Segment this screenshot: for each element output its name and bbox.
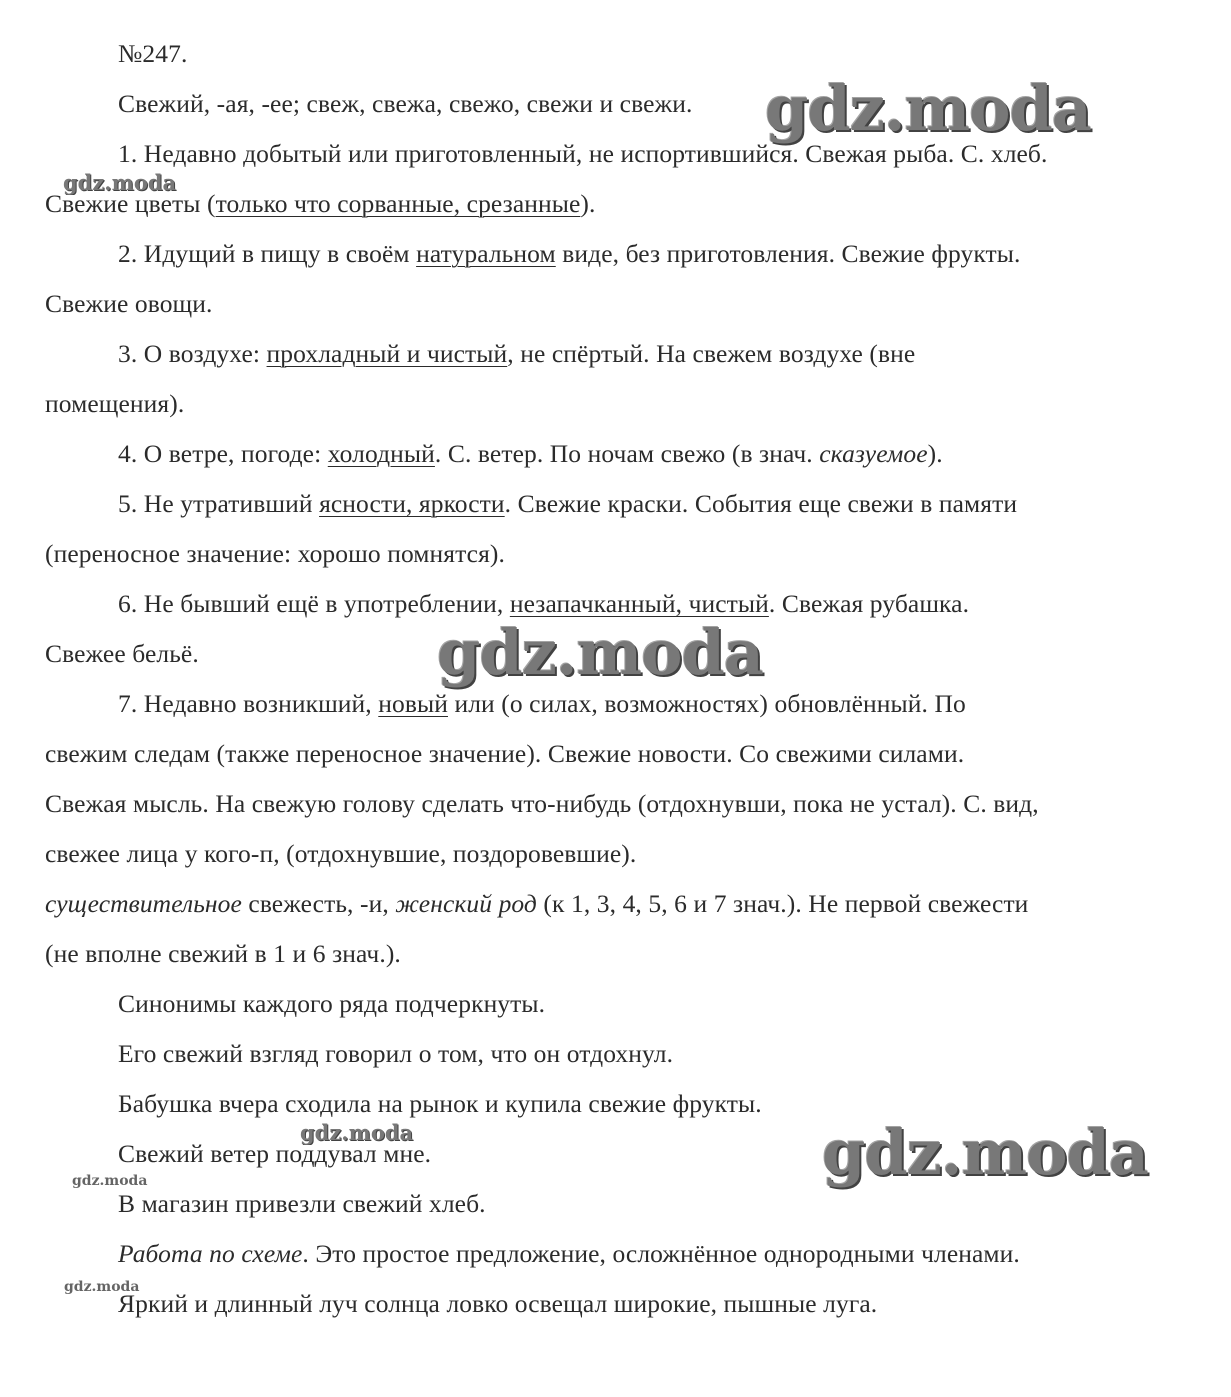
- meaning-7-line-4: свежее лица у кого-п, (отдохнувшие, поздоровевшие).: [45, 839, 637, 868]
- exercise-number: №247.: [118, 39, 188, 68]
- headword-line: Свежий, -ая, -ее; свеж, свежа, свежо, свежи и свежи.: [118, 89, 693, 118]
- example-sentence-4: В магазин привезли свежий хлеб.: [118, 1189, 486, 1218]
- noun-form-line-1: существительное свежесть, -и, женский род (к 1, 3, 4, 5, 6 и 7 знач.). Не первой свежести: [45, 889, 1029, 918]
- watermark-logo: gdz.moda: [63, 170, 177, 195]
- scheme-work-line: Работа по схеме. Это простое предложение, осложнённое однородными членами.: [118, 1239, 1020, 1268]
- meaning-1-line-2: Свежие цветы (только что сорванные, срезанные).: [45, 189, 596, 218]
- synonym-underlined: ясности, яркости: [319, 489, 505, 518]
- meaning-6-line-2: Свежее бельё.: [45, 639, 199, 668]
- synonyms-note: Синонимы каждого ряда подчеркнуты.: [118, 989, 546, 1018]
- watermark-logo: gdz.moda: [72, 1173, 148, 1189]
- watermark-logo: gdz.moda: [822, 1116, 1148, 1189]
- meaning-2-line-1: 2. Идущий в пищу в своём натуральном виде, без приготовления. Свежие фрукты.: [118, 239, 1021, 268]
- meaning-6-line-1: 6. Не бывший ещё в употреблении, незапачканный, чистый. Свежая рубашка.: [118, 589, 970, 618]
- synonym-underlined: прохладный и чистый: [266, 339, 508, 368]
- synonym-underlined: незапачканный, чистый: [509, 589, 769, 618]
- watermark-logo: gdz.moda: [64, 1279, 140, 1295]
- meaning-3-line-2: помещения).: [45, 389, 185, 418]
- example-sentence-3: Свежий ветер поддувал мне.: [118, 1139, 432, 1168]
- meaning-7-line-2: свежим следам (также переносное значение). Свежие новости. Со свежими силами.: [45, 739, 965, 768]
- meaning-1-line-1: 1. Недавно добытый или приготовленный, не испортившийся. Свежая рыба. С. хлеб.: [118, 139, 1048, 168]
- meaning-5-line-1: 5. Не утративший ясности, яркости. Свежие краски. События еще свежи в памяти: [118, 489, 1018, 518]
- example-sentence-2: Бабушка вчера сходила на рынок и купила свежие фрукты.: [118, 1089, 762, 1118]
- meaning-2-line-2: Свежие овощи.: [45, 289, 213, 318]
- watermark-logo: gdz.moda: [765, 72, 1091, 145]
- meaning-3-line-1: 3. О воздухе: прохладный и чистый, не спёртый. На свежем воздухе (вне: [118, 339, 916, 368]
- meaning-5-line-2: (переносное значение: хорошо помнятся).: [45, 539, 505, 568]
- meaning-4-line: 4. О ветре, погоде: холодный. С. ветер. По ночам свежо (в знач. сказуемое).: [118, 439, 943, 468]
- synonym-underlined: холодный: [327, 439, 435, 468]
- scheme-sentence: Яркий и длинный луч солнца ловко освещал широкие, пышные луга.: [118, 1289, 878, 1318]
- watermark-logo: gdz.moda: [300, 1120, 414, 1145]
- meaning-7-line-1: 7. Недавно возникший, новый или (о силах, возможностях) обновлённый. По: [118, 689, 966, 718]
- synonym-underlined: новый: [378, 689, 448, 718]
- meaning-7-line-3: Свежая мысль. На свежую голову сделать что-нибудь (отдохнувши, пока не устал). С. вид,: [45, 789, 1039, 818]
- noun-form-line-2: (не вполне свежий в 1 и 6 знач.).: [45, 939, 401, 968]
- watermark-logo: gdz.moda: [437, 616, 763, 689]
- example-sentence-1: Его свежий взгляд говорил о том, что он отдохнул.: [118, 1039, 674, 1068]
- synonym-underlined: только что сорванные, срезанные: [215, 189, 581, 218]
- synonym-underlined: натуральном: [416, 239, 556, 268]
